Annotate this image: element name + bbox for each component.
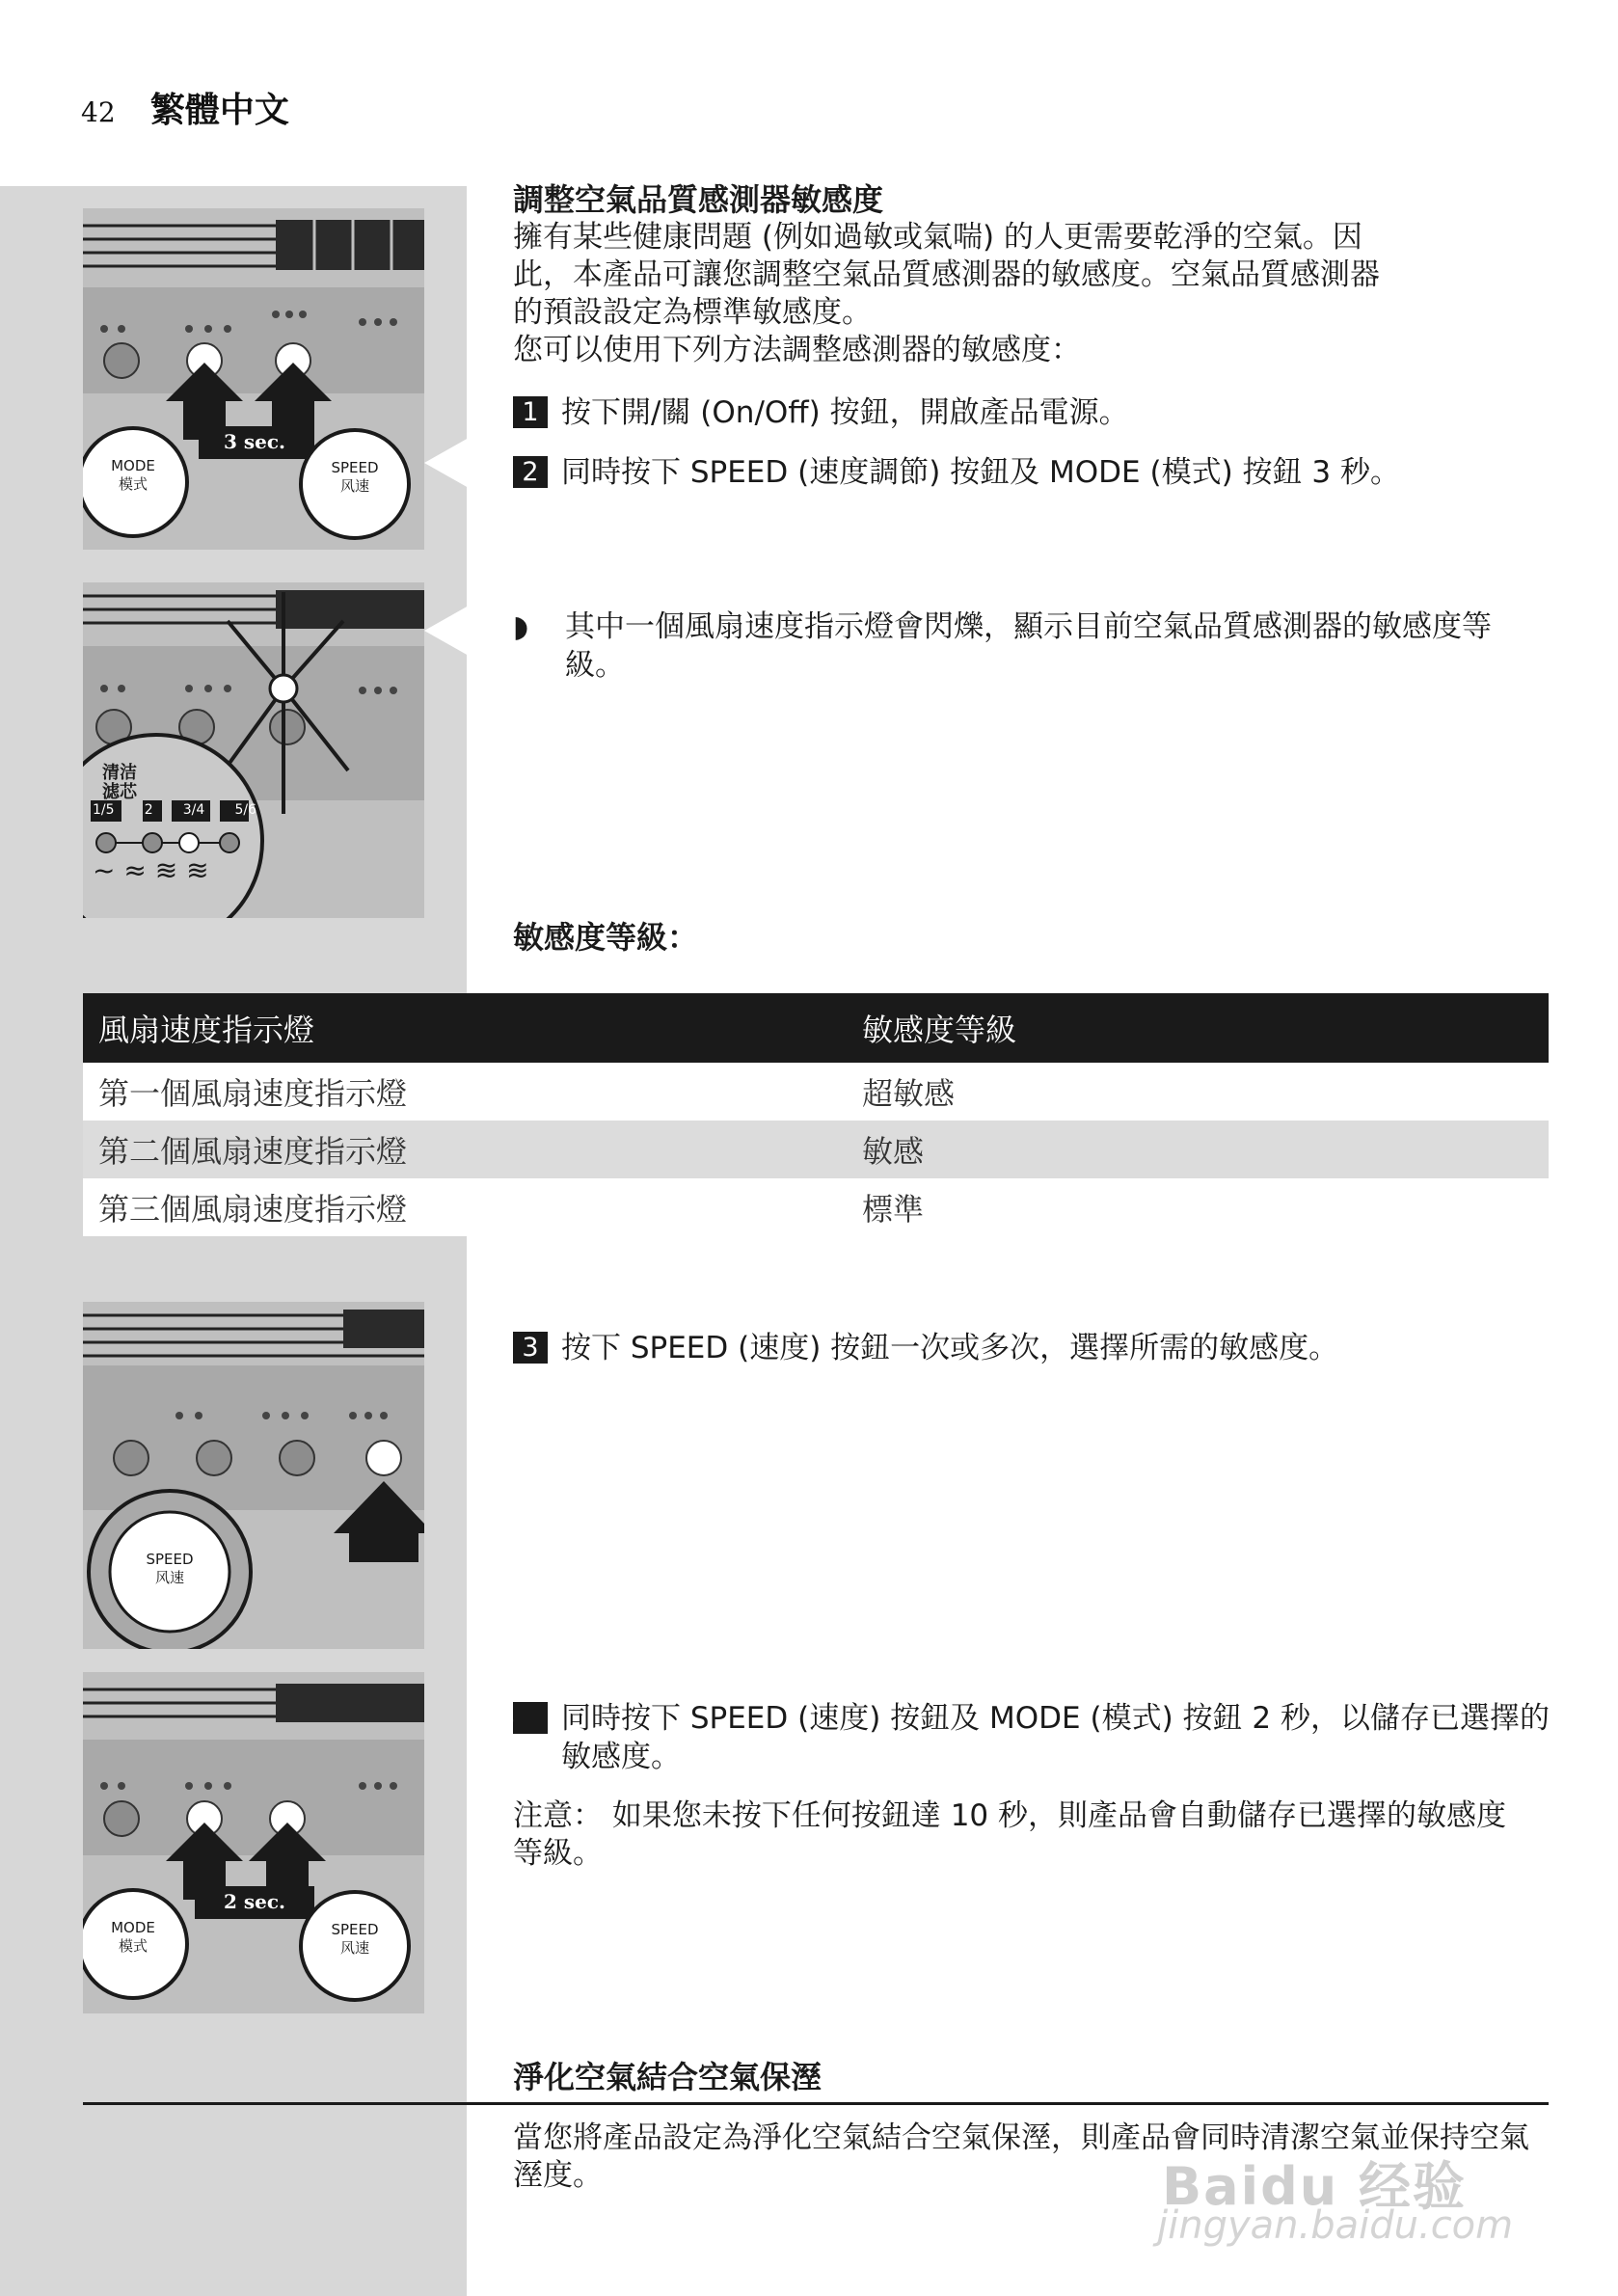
watermark-logo: Baidu 经验 (1162, 2156, 1468, 2217)
mode-label-en: MODE (111, 1919, 155, 1936)
bullet-text: 其中一個風扇速度指示燈會閃爍，顯示目前空氣品質感測器的敏感度等級。 (565, 609, 1492, 683)
speed-label-cn: 风速 (154, 1569, 184, 1586)
speed-button-label (121, 1551, 218, 1587)
table-header-row (83, 993, 1549, 1063)
indicator-label: 1/5 (93, 802, 115, 818)
step-text: 按下開/關 (On/Off) 按鈕，開啟產品電源。 (561, 395, 1129, 430)
page-number: 42 (81, 96, 116, 128)
table-cell: 第二個風扇速度指示燈 (83, 1121, 847, 1178)
page-header (81, 83, 289, 132)
note: 注意： 如果您未按下任何按鈕達 10 秒，則產品會自動儲存已選擇的敏感度等級。 (513, 1798, 1507, 1871)
hold-3sec-label: 3 sec. (224, 430, 286, 453)
svg-text:~ ≈ ≋ ≋: ~ ≈ ≋ ≋ (93, 854, 209, 886)
speed-label-cn: 风速 (339, 477, 369, 495)
section1-title: 調整空氣品質感測器敏感度 (513, 181, 884, 218)
callout-pointer (424, 606, 469, 656)
mode-label-cn: 模式 (118, 1937, 148, 1955)
illustration-press-speed (83, 1302, 424, 1649)
speed-label-en: SPEED (331, 1921, 379, 1938)
step-number: 4 (513, 1702, 548, 1734)
table-row (83, 1121, 1549, 1178)
step-3 (513, 1329, 1545, 1367)
section1-line: 擁有某些健康問題 (例如過敏或氣喘) 的人更需要乾淨的空氣。因 (513, 220, 1362, 255)
speed-label-en: SPEED (331, 459, 379, 476)
indicator-bullet (513, 608, 1545, 685)
step-text: 同時按下 SPEED (速度調節) 按鈕及 MODE (模式) 按鈕 3 秒。 (561, 455, 1400, 490)
table-header: 風扇速度指示燈 (83, 993, 847, 1063)
step-number: 2 (513, 456, 548, 488)
mode-label-cn: 模式 (118, 475, 148, 493)
indicator-labels (93, 802, 256, 818)
section1-line: 的預設設定為標準敏感度。 (513, 295, 872, 330)
step-number: 1 (513, 396, 548, 428)
section1-line: 此，本產品可讓您調整空氣品質感測器的敏感度。空氣品質感測器 (513, 257, 1380, 292)
speed-button-label (303, 459, 407, 496)
table-row (83, 1063, 1549, 1121)
speed-label-en: SPEED (146, 1551, 194, 1568)
illustration-blinking-indicator (83, 582, 424, 918)
table-cell: 第一個風扇速度指示燈 (83, 1063, 847, 1121)
illustration-mode-speed-2sec (83, 1672, 424, 2013)
filter-label-2: 滤芯 (102, 782, 137, 802)
section1-line: 您可以使用下列方法調整感測器的敏感度： (513, 333, 1081, 367)
mode-button-label (83, 1919, 183, 1956)
callout-pointer (424, 438, 469, 488)
speed-label-cn: 风速 (339, 1939, 369, 1957)
table-row (83, 1178, 1549, 1236)
table-cell: 標準 (847, 1178, 1549, 1236)
illustration-mode-speed-3sec (83, 208, 424, 550)
table-cell: 超敏感 (847, 1063, 1549, 1121)
section1-block (513, 181, 1535, 369)
step-4 (498, 1699, 1564, 1776)
step-text: 按下 SPEED (速度) 按鈕一次或多次，選擇所需的敏感度。 (561, 1331, 1339, 1365)
bullet-mark: ◗ (513, 609, 529, 644)
levels-title: 敏感度等級： (513, 919, 699, 956)
filter-label (102, 764, 137, 802)
section-divider (83, 2102, 1549, 2105)
table-cell: 第三個風扇速度指示燈 (83, 1178, 847, 1236)
filter-label-1: 清洁 (102, 763, 137, 783)
indicator-label: 2 (144, 802, 153, 818)
step-1 (513, 393, 1545, 432)
step-text: 同時按下 SPEED (速度) 按鈕及 MODE (模式) 按鈕 2 秒，以儲存已選擇的敏感度。 (561, 1701, 1550, 1774)
table-header: 敏感度等級 (847, 993, 1549, 1063)
watermark-url: jingyan.baidu.com (1157, 2203, 1514, 2248)
mode-label-en: MODE (111, 457, 155, 474)
sensitivity-table (83, 993, 1549, 1236)
mode-button-label (83, 457, 183, 494)
table-cell: 敏感 (847, 1121, 1549, 1178)
indicator-label: 5/6 (234, 802, 256, 818)
section2-text: 當您將產品設定為淨化空氣結合空氣保溼，則產品會同時清潔空氣並保持空氣溼度。 (513, 2120, 1529, 2193)
indicator-label: 3/4 (182, 802, 205, 818)
step-2 (513, 453, 1545, 492)
section2-title: 淨化空氣結合空氣保溼 (513, 2059, 822, 2095)
step-number: 3 (513, 1332, 548, 1364)
speed-button-label (303, 1921, 407, 1958)
hold-2sec-label: 2 sec. (224, 1890, 286, 1913)
language-title: 繁體中文 (149, 91, 289, 130)
